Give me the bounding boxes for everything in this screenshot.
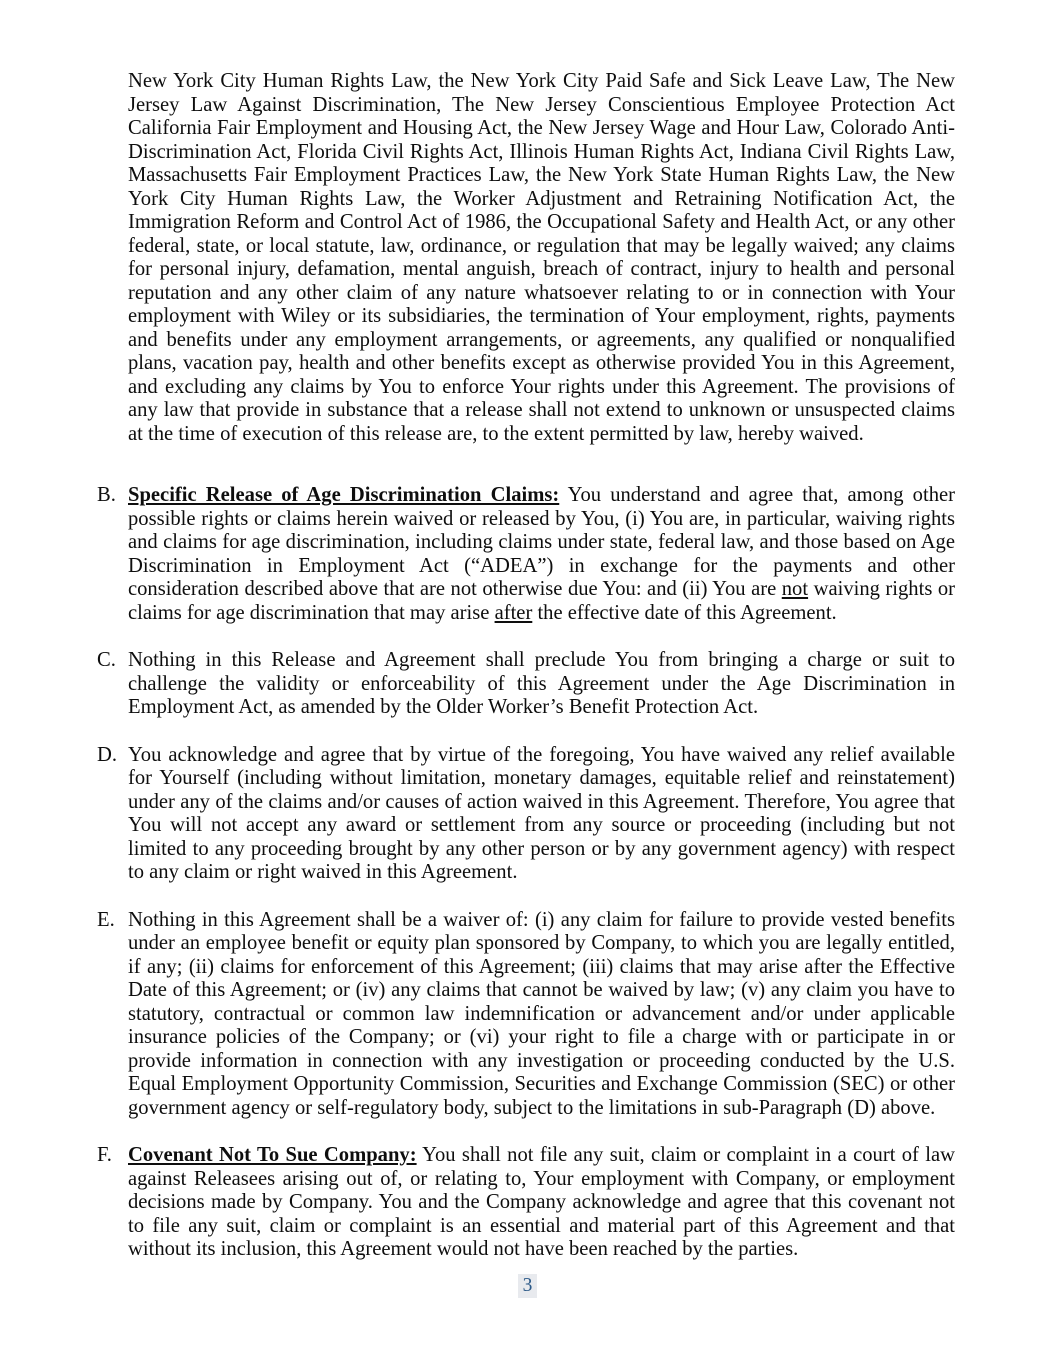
text-run: You understand and agree that, among other possible rights or claims herein waived or released by You, (i) You are, in particular, waiving rights and claims for age discrimination, including claims under state, federal law, and those based on Age Discrimination in Employment Act (“ADEA”) in exchange for the payments and other consideration described above that are not otherwise due You: and (ii) You are bbox=[128, 484, 955, 600]
text-run: You acknowledge and agree that by virtue of the foregoing, You have waived any relief available for Yourself (including without limitation, monetary damages, equitable relief and reinstatement) under any of the claims and/or causes of action waived in this Agreement. Therefore, You agree that You will not accept any award or settlement from any source or proceeding (including but not limited to any proceeding brought by any other person or by any government agency) with respect to any claim or right waived in this Agreement. bbox=[128, 743, 955, 883]
section-f bbox=[97, 1144, 955, 1262]
section-letter: F. bbox=[97, 1144, 112, 1166]
section-text bbox=[128, 1144, 955, 1262]
text-run: Nothing in this Agreement shall be a waiver of: (i) any claim for failure to provide vested benefits under an employee benefit or equity plan sponsored by Company, to which you are legally entitled, if any; (ii) claims for enforcement of this Agreement; (iii) claims that may arise after the Effective Date of this Agreement; or (iv) any claims that cannot be waived by law; (v) any claim you have to statutory, contractual or common law indemnification or advancement and/or under applicable insurance policies of the Company; or (vi) your right to file a charge with or participate in or provide information in connection with any investigation or proceeding conducted by the U.S. Equal Employment Opportunity Commission, Securities and Exchange Commission (SEC) or other government agency or self-regulatory body, subject to the limitations in sub-Paragraph (D) above. bbox=[128, 908, 955, 1119]
section-d bbox=[97, 744, 955, 885]
text-run: Specific Release of Age Discrimination Claims: bbox=[128, 484, 560, 506]
section-letter: C. bbox=[97, 649, 116, 671]
section-e bbox=[97, 909, 955, 1121]
section-text bbox=[128, 744, 955, 885]
intro-paragraph bbox=[128, 70, 955, 446]
text-run: waiving rights or claims for age discrimination that may arise bbox=[128, 578, 956, 624]
text-run: New York City Human Rights Law, the New York City Paid Safe and Sick Leave Law, The New Jersey Law Against Discrimination, The New Jersey Conscientious Employee Protection Act California Fair Employment and Housing Act, the New Jersey Wage and Hour Law, Colorado Anti-Discrimination Act, Florida Civil Rights Act, Illinois Human Rights Act, Indiana Civil Rights Law, Massachusetts Fair Employment Practices Law, the New York State Human Rights Law, the New York City Human Rights Law, the Worker Adjustment and Retraining Notification Act, the Immigration Reform and Control Act of 1986, the Occupational Safety and Health Act, or any other federal, state, or local statute, law, ordinance, or regulation that may be legally waived; any claims for personal injury, defamation, mental anguish, breach of contract, injury to health and personal reputation and any other claim of any nature whatsoever relating to or in connection with Your employment with Wiley or its subsidiaries, the termination of Your employment, rights, payments and benefits under any employment arrangements, or agreements, any qualified or nonqualified plans, vacation pay, health and other benefits except as otherwise provided You in this Agreement, and excluding any claims by You to enforce Your rights under this Agreement. The provisions of any law that provide in substance that a release shall not extend to unknown or unsuspected claims at the time of execution of this release are, to the extent permitted by law, hereby waived. bbox=[128, 70, 955, 445]
section-text bbox=[128, 649, 955, 720]
text-run: after bbox=[494, 601, 533, 624]
page-footer bbox=[0, 1274, 1055, 1298]
section-letter: D. bbox=[97, 743, 118, 766]
text-run: not bbox=[781, 578, 809, 600]
text-run: You shall not file any suit, claim or complaint in a court of law against Releasees arising out of, or relating to, Your employment with Company, or employment decisions made by Company. You and the Company acknowledge and agree that this covenant not to file any suit, claim or complaint is an essential and material part of this Agreement and that without its inclusion, this Agreement would not have been reached by the parties. bbox=[128, 1144, 955, 1260]
section-letter: E. bbox=[97, 908, 115, 931]
text-run: Nothing in this Release and Agreement shall preclude You from bringing a charge or suit to challenge the validity or enforceability of this Agreement under the Age Discrimination in Employment Act, as amended by the Older Worker’s Benefit Protection Act. bbox=[128, 649, 955, 718]
text-run: the effective date of this Agreement. bbox=[532, 601, 837, 624]
text-run: Covenant Not To Sue Company: bbox=[128, 1144, 417, 1166]
page-number: 3 bbox=[518, 1274, 538, 1298]
section-b bbox=[97, 484, 955, 625]
section-letter: B. bbox=[97, 484, 116, 506]
section-c bbox=[97, 649, 955, 720]
section-text bbox=[128, 484, 955, 625]
section-text bbox=[128, 909, 955, 1121]
